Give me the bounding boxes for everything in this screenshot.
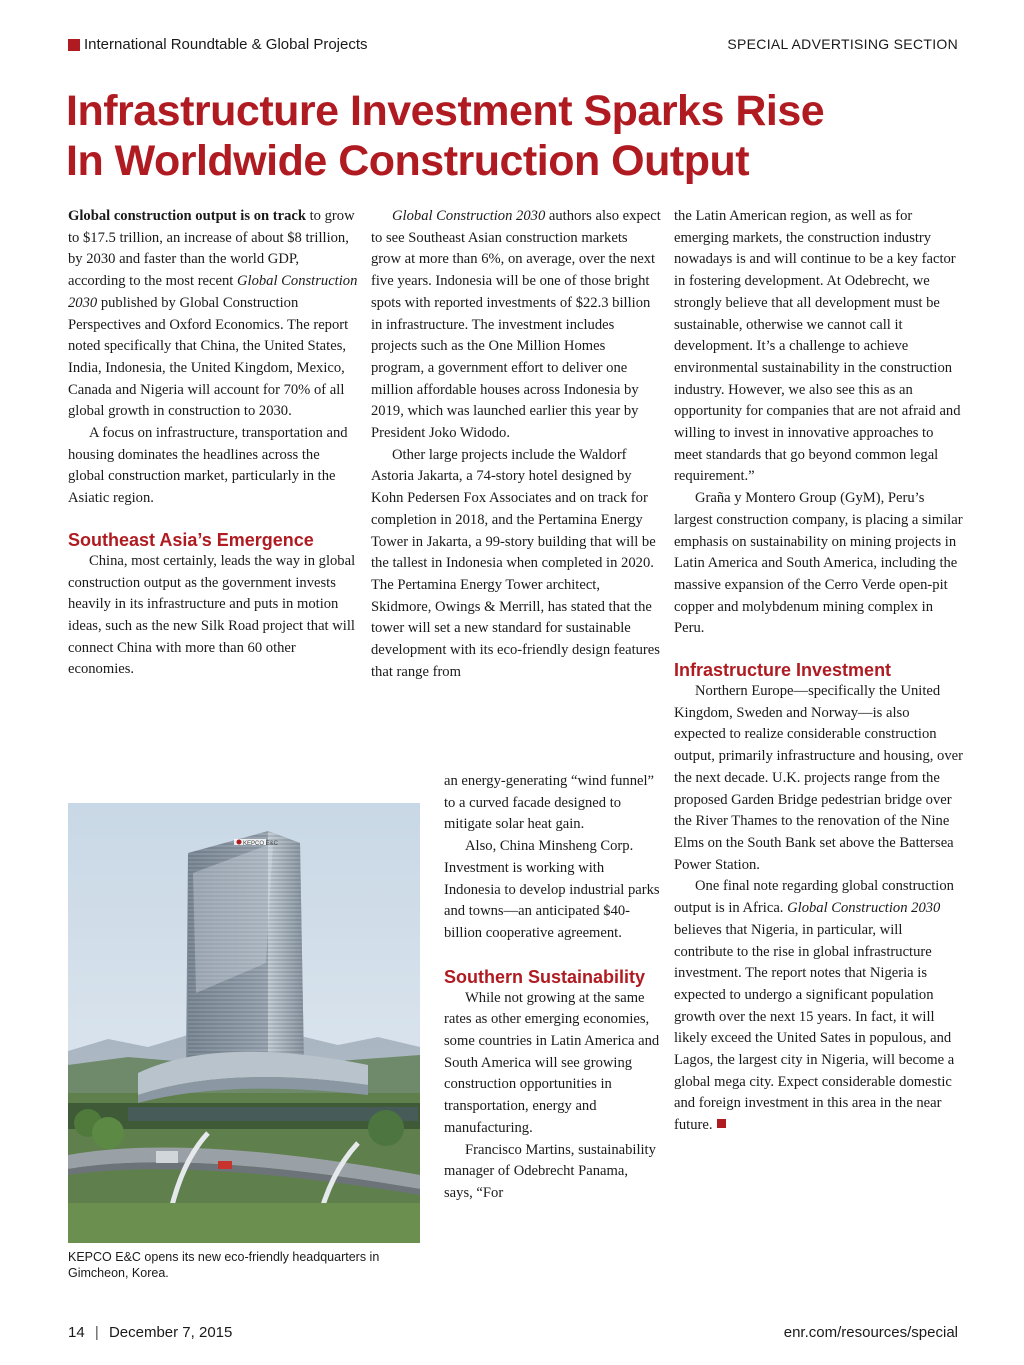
paragraph: China, most certainly, leads the way in global construction output as the government invests heavily in its infrastructure and puts in motion ideas, such as the new Silk Road project that will connect China with more than 60 other economies.	[68, 552, 356, 678]
section-header	[68, 36, 958, 56]
paragraph: While not growing at the same rates as other emerging economies, some countries in Latin America and South America will see growing construction opportunities in transportation, energy and manufacturing.	[444, 989, 660, 1136]
paragraph	[674, 876, 964, 1136]
paragraph	[371, 206, 661, 445]
article-column-2-continued	[444, 771, 660, 1205]
report-title: Global Construction 2030	[68, 273, 358, 311]
article-column-2	[371, 206, 661, 683]
paragraph: Also, China Minsheng Corp. Investment is working with Indonesia to develop industrial parks and towns—an anticipated $40-billion cooperative agreement.	[444, 838, 660, 941]
paragraph: the Latin American region, as well as for emerging markets, the construction industry nowadays is and will continue to be a key factor in fostering development. At Odebrecht, we strongly believe that all development must be sustainable, otherwise we cannot call it development. It’s a challenge to achieve environmental sustainability in the construction industry. However, we also see this as an opportunity for companies that are not afraid and willing to invest in innovative approaches to meet standards that go beyond common legal requirement.”	[674, 208, 961, 485]
end-mark-icon	[717, 1119, 726, 1128]
text-run: One final note regarding global construction output is in Africa.	[674, 878, 954, 917]
paragraph: A focus on infrastructure, transportation and housing dominates the headlines across the global construction market, particularly in the Asiatic region.	[68, 425, 348, 507]
subhead-southeast-asia: Southeast Asia’s Emergence	[68, 529, 314, 550]
text-run: published by Global Construction Perspectives and Oxford Economics. The report noted specifically that China, the United States, India, Indonesia, the United Kingdom, Mexico, Canada and Nigeria will account for 70% of all global growth in construction to 2030.	[68, 294, 349, 420]
section-marker-icon	[68, 39, 80, 51]
photo-caption: KEPCO E&C opens its new eco-friendly headquarters in Gimcheon, Korea.	[68, 1250, 380, 1280]
page-number: 14	[68, 1324, 85, 1341]
paragraph	[68, 206, 358, 423]
subhead-southern-sustainability: Southern Sustainability	[444, 966, 646, 987]
article-column-1	[68, 206, 358, 681]
page-title	[66, 86, 966, 186]
footer-url[interactable]: enr.com/resources/special	[783, 1324, 958, 1341]
section-label-group	[68, 36, 368, 53]
section-label: International Roundtable & Global Projects	[84, 36, 368, 53]
paragraph: Northern Europe—specifically the United Kingdom, Sweden and Norway—is also expected to realize considerable construction output, primarily infrastructure and housing, over the next decade. U.K. projects range from the proposed Garden Bridge pedestrian bridge over the River Thames to the renovation of the Nine Elms on the South Bank set above the Battersea Power Station.	[674, 683, 963, 873]
kepco-headquarters-photo	[68, 803, 420, 1243]
title-line-2: In Worldwide Construction Output	[66, 137, 750, 185]
ad-label: SPECIAL ADVERTISING SECTION	[727, 36, 958, 52]
paragraph: an energy-generating “wind funnel” to a curved facade designed to mitigate solar heat gain.	[444, 773, 655, 833]
title-line-1: Infrastructure Investment Sparks Rise	[66, 87, 825, 135]
footer-separator: |	[94, 1324, 99, 1341]
text-run: believes that Nigeria, in particular, will contribute to the rise in global infrastructure investment. The report notes that Nigeria is expected to undergo a significant population growth over the next 15 years. In fact, it will likely exceed the United Sates in populous, and Lagos, the largest city in Nigeria, will become a global mega city. Expect considerable domestic and foreign investment in this area in the near future.	[674, 921, 955, 1134]
building-sign: KEPCO E&C	[243, 841, 279, 847]
text-run: to grow to $17.5 trillion, an increase of about $8 trillion, by 2030 and faster than the world GDP, according to the most recent	[68, 208, 355, 290]
footer-page-info	[68, 1324, 232, 1341]
issue-date: December 7, 2015	[108, 1324, 233, 1341]
paragraph: Graña y Montero Group (GyM), Peru’s largest construction company, is placing a similar emphasis on sustainability on mining projects in Latin America and South America, including the massive expansion of the Cerro Verde open-pit copper and molybdenum mining complex in Peru.	[674, 490, 963, 637]
subhead-infrastructure-investment: Infrastructure Investment	[674, 660, 892, 681]
text-run: authors also expect to see Southeast Asian construction markets grow at more than 6%, on average, over the next five years. Indonesia will be one of those bright spots with reported investments of $22.3 billion in infrastructure. The investment includes projects such as the One Million Homes program, a government effort to deliver one million affordable houses across Indonesia by 2019, which was launched earlier this year by President Joko Widodo.	[371, 208, 661, 442]
report-title: Global Construction 2030	[787, 900, 941, 917]
report-title: Global Construction 2030	[392, 208, 546, 224]
paragraph: Francisco Martins, sustainability manager of Odebrecht Panama, says, “For	[444, 1141, 656, 1201]
paragraph: Other large projects include the Waldorf Astoria Jakarta, a 74-story hotel designed by Kohn Pedersen Fox Associates and on track for completion in 2018, and the Pertamina Energy Tower in Jakarta, a 99-story building that will be the tallest in Indonesia when completed in 2020. The Pertamina Energy Tower architect, Skidmore, Owings & Merrill, has stated that the tower will set a new standard for sustainable development with its eco-friendly design features that range from	[371, 446, 660, 680]
lead-in: Global construction output is on track	[68, 208, 306, 224]
article-column-3	[674, 206, 964, 1137]
